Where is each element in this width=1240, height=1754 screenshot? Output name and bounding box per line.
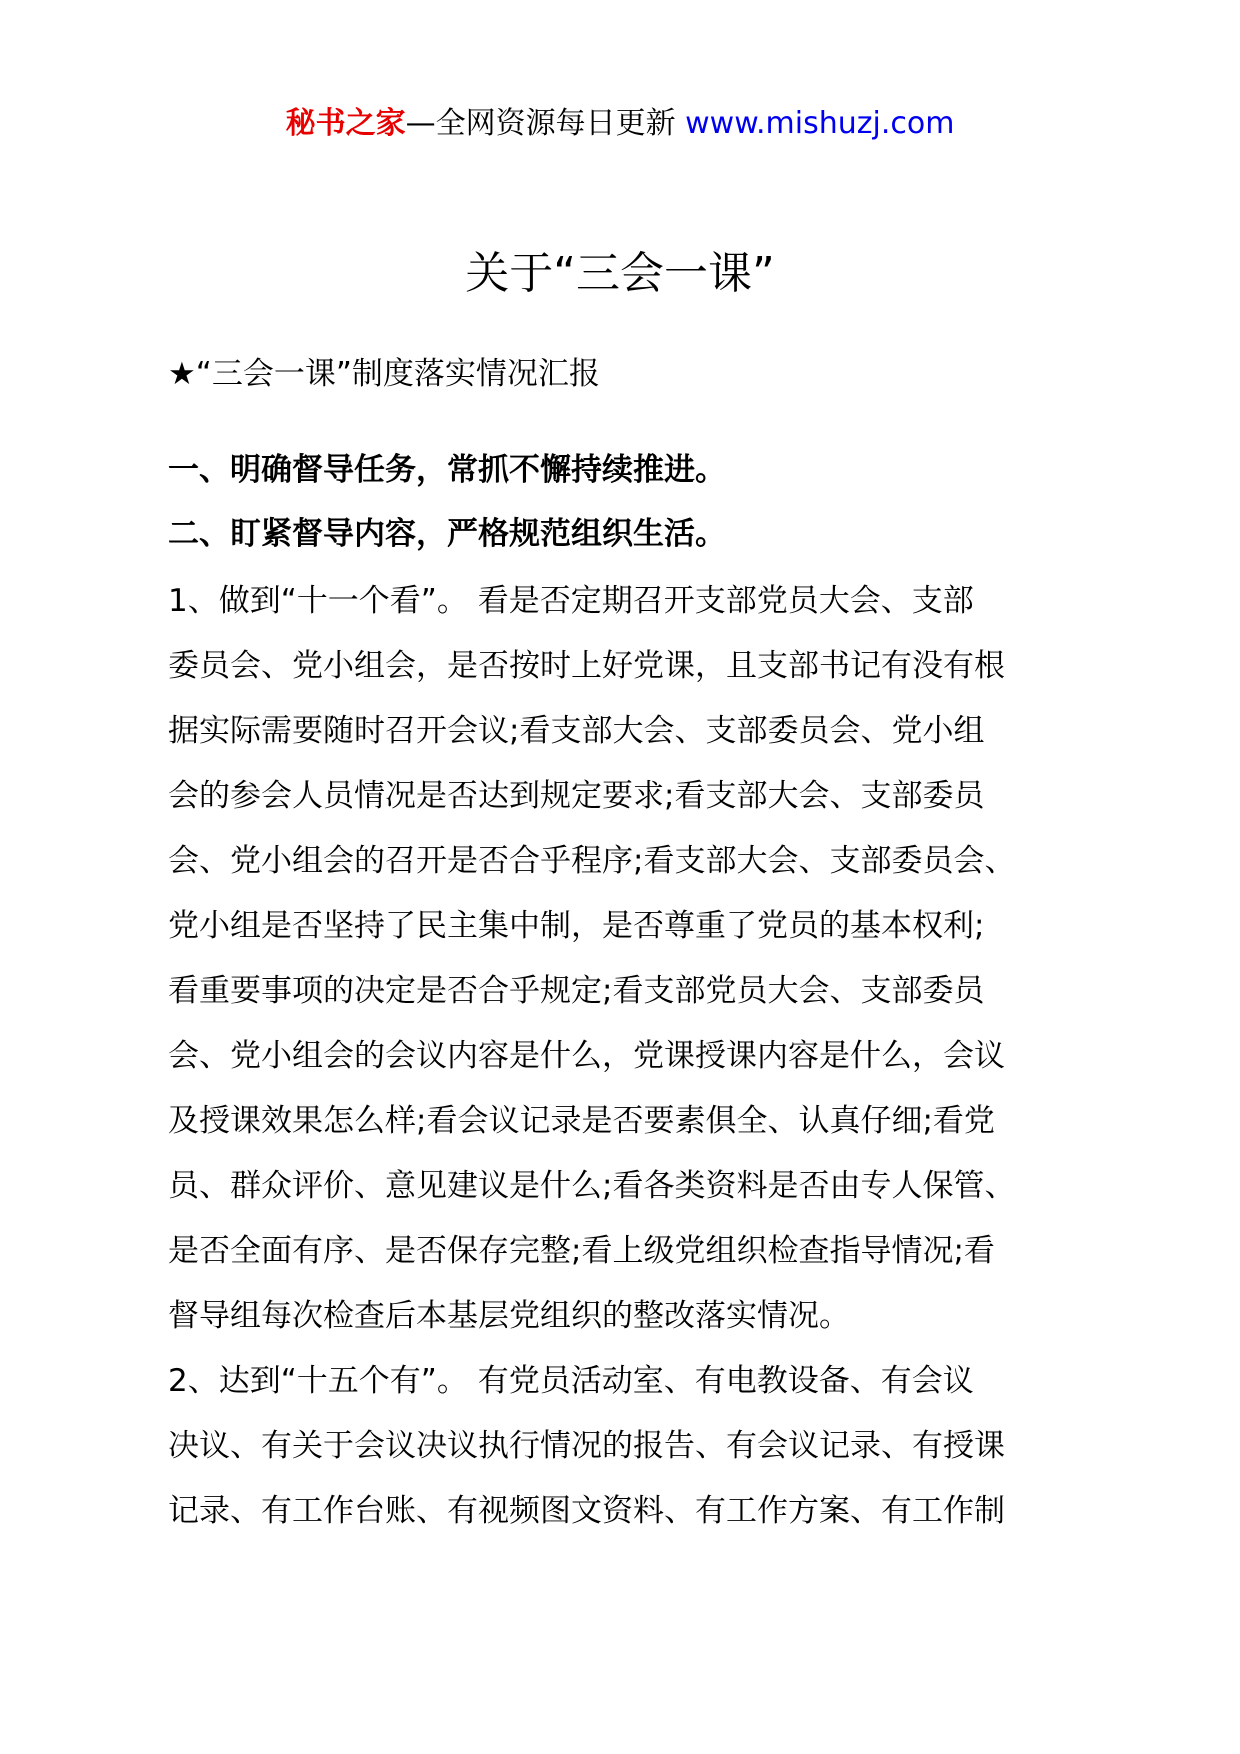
- paragraph-line: 督导组每次检查后本基层党组织的整改落实情况。: [168, 1298, 850, 1334]
- paragraph-2: [168, 1349, 1088, 1544]
- paragraph-line: 2、达到“十五个有”。 有党员活动室、有电教设备、有会议: [168, 1363, 974, 1399]
- paragraph-line: 及授课效果怎么样;看会议记录是否要素俱全、认真仔细;看党: [168, 1103, 995, 1139]
- paragraph-line: 会、党小组会的会议内容是什么，党课授课内容是什么，会议: [168, 1038, 1005, 1074]
- section-heading-1: 一、明确督导任务，常抓不懈持续推进。: [168, 452, 726, 488]
- paragraph-line: 看重要事项的决定是否合乎规定;看支部党员大会、支部委员: [168, 973, 985, 1009]
- site-url-link[interactable]: www.mishuzj.com: [685, 106, 955, 141]
- paragraph-line: 决议、有关于会议决议执行情况的报告、有会议记录、有授课: [168, 1428, 1005, 1464]
- paragraph-line: 据实际需要随时召开会议;看支部大会、支部委员会、党小组: [168, 713, 985, 749]
- paragraph-line: 员、群众评价、意见建议是什么;看各类资料是否由专人保管、: [168, 1168, 1016, 1204]
- paragraph-line: 党小组是否坚持了民主集中制，是否尊重了党员的基本权利;: [168, 908, 985, 944]
- site-slogan: —全网资源每日更新: [405, 106, 686, 141]
- paragraph-line: 会的参会人员情况是否达到规定要求;看支部大会、支部委员: [168, 778, 985, 814]
- paragraph-line: 是否全面有序、是否保存完整;看上级党组织检查指导情况;看: [168, 1233, 995, 1269]
- paragraph-1: [168, 569, 1088, 1349]
- paragraph-line: 1、做到“十一个看”。 看是否定期召开支部党员大会、支部: [168, 583, 974, 619]
- paragraph-line: 委员会、党小组会，是否按时上好党课，且支部书记有没有根: [168, 648, 1005, 684]
- paragraph-line: 记录、有工作台账、有视频图文资料、有工作方案、有工作制: [168, 1493, 1005, 1529]
- document-title: 关于“三会一课”: [465, 248, 775, 299]
- document-subtitle: ★“三会一课”制度落实情况汇报: [168, 356, 600, 392]
- paragraph-line: 会、党小组会的召开是否合乎程序;看支部大会、支部委员会、: [168, 843, 1016, 879]
- section-heading-2: 二、盯紧督导内容，严格规范组织生活。: [168, 516, 726, 552]
- site-header: [0, 100, 1240, 148]
- site-brand: 秘书之家: [285, 106, 406, 141]
